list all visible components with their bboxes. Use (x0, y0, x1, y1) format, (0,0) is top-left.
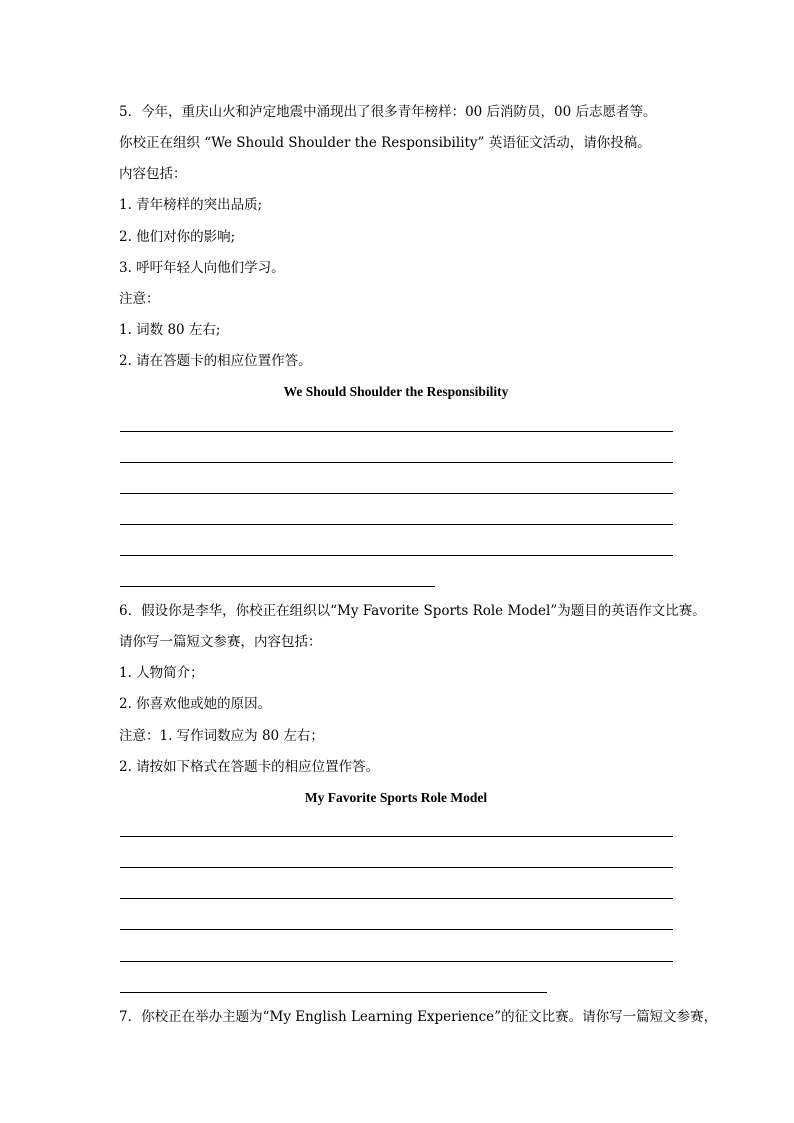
q5-point-2: 2. 他们对你的影响; (119, 229, 236, 245)
q5-answer-line-3 (120, 493, 673, 494)
q5-intro-line-1: 5．今年，重庆山火和泸定地震中涌现出了很多青年榜样：00 后消防员，00 后志愿者等。 (119, 104, 657, 120)
q6-essay-title: My Favorite Sports Role Model (304, 790, 488, 805)
q5-notes-label: 注意： (119, 291, 160, 307)
q7-intro-line-1: 7．你校正在举办主题为“My English Learning Experience”的征文比赛。请你写一篇短文参赛， (119, 1009, 718, 1025)
q6-note-1: 注意：1. 写作词数应为 80 左右； (119, 728, 324, 744)
q6-point-2: 2. 你喜欢他或她的原因。 (119, 696, 272, 712)
q6-intro-line-1: 6．假设你是李华，你校正在组织以“My Favorite Sports Role Model”为题目的英语作文比赛。 (119, 603, 706, 619)
q6-answer-line-3 (120, 898, 673, 899)
q6-answer-line-5 (120, 961, 673, 962)
q5-note-2: 2. 请在答题卡的相应位置作答。 (119, 353, 312, 369)
q5-answer-line-6 (120, 586, 435, 587)
q6-answer-line-1 (120, 836, 673, 837)
q6-answer-line-4 (120, 929, 673, 930)
q5-answer-line-2 (120, 462, 673, 463)
q6-point-1: 1. 人物简介； (119, 665, 204, 681)
q5-point-3: 3. 呼吁年轻人向他们学习。 (119, 260, 285, 276)
q5-intro-line-2: 你校正在组织 “We Should Shoulder the Responsibility” 英语征文活动，请你投稿。 (119, 135, 651, 151)
q5-content-label: 内容包括： (119, 166, 187, 182)
q5-point-1: 1. 青年榜样的突出品质; (119, 197, 263, 213)
q6-intro-line-2: 请你写一篇短文参赛，内容包括： (119, 634, 322, 650)
q5-essay-title: We Should Shoulder the Responsibility (283, 384, 509, 399)
q6-note-2: 2. 请按如下格式在答题卡的相应位置作答。 (119, 759, 380, 775)
q5-note-1: 1. 词数 80 左右; (119, 322, 221, 338)
q6-answer-line-2 (120, 867, 673, 868)
q5-answer-line-1 (120, 431, 673, 432)
q5-answer-line-5 (120, 555, 673, 556)
q6-answer-line-6 (120, 992, 547, 993)
q5-answer-line-4 (120, 524, 673, 525)
